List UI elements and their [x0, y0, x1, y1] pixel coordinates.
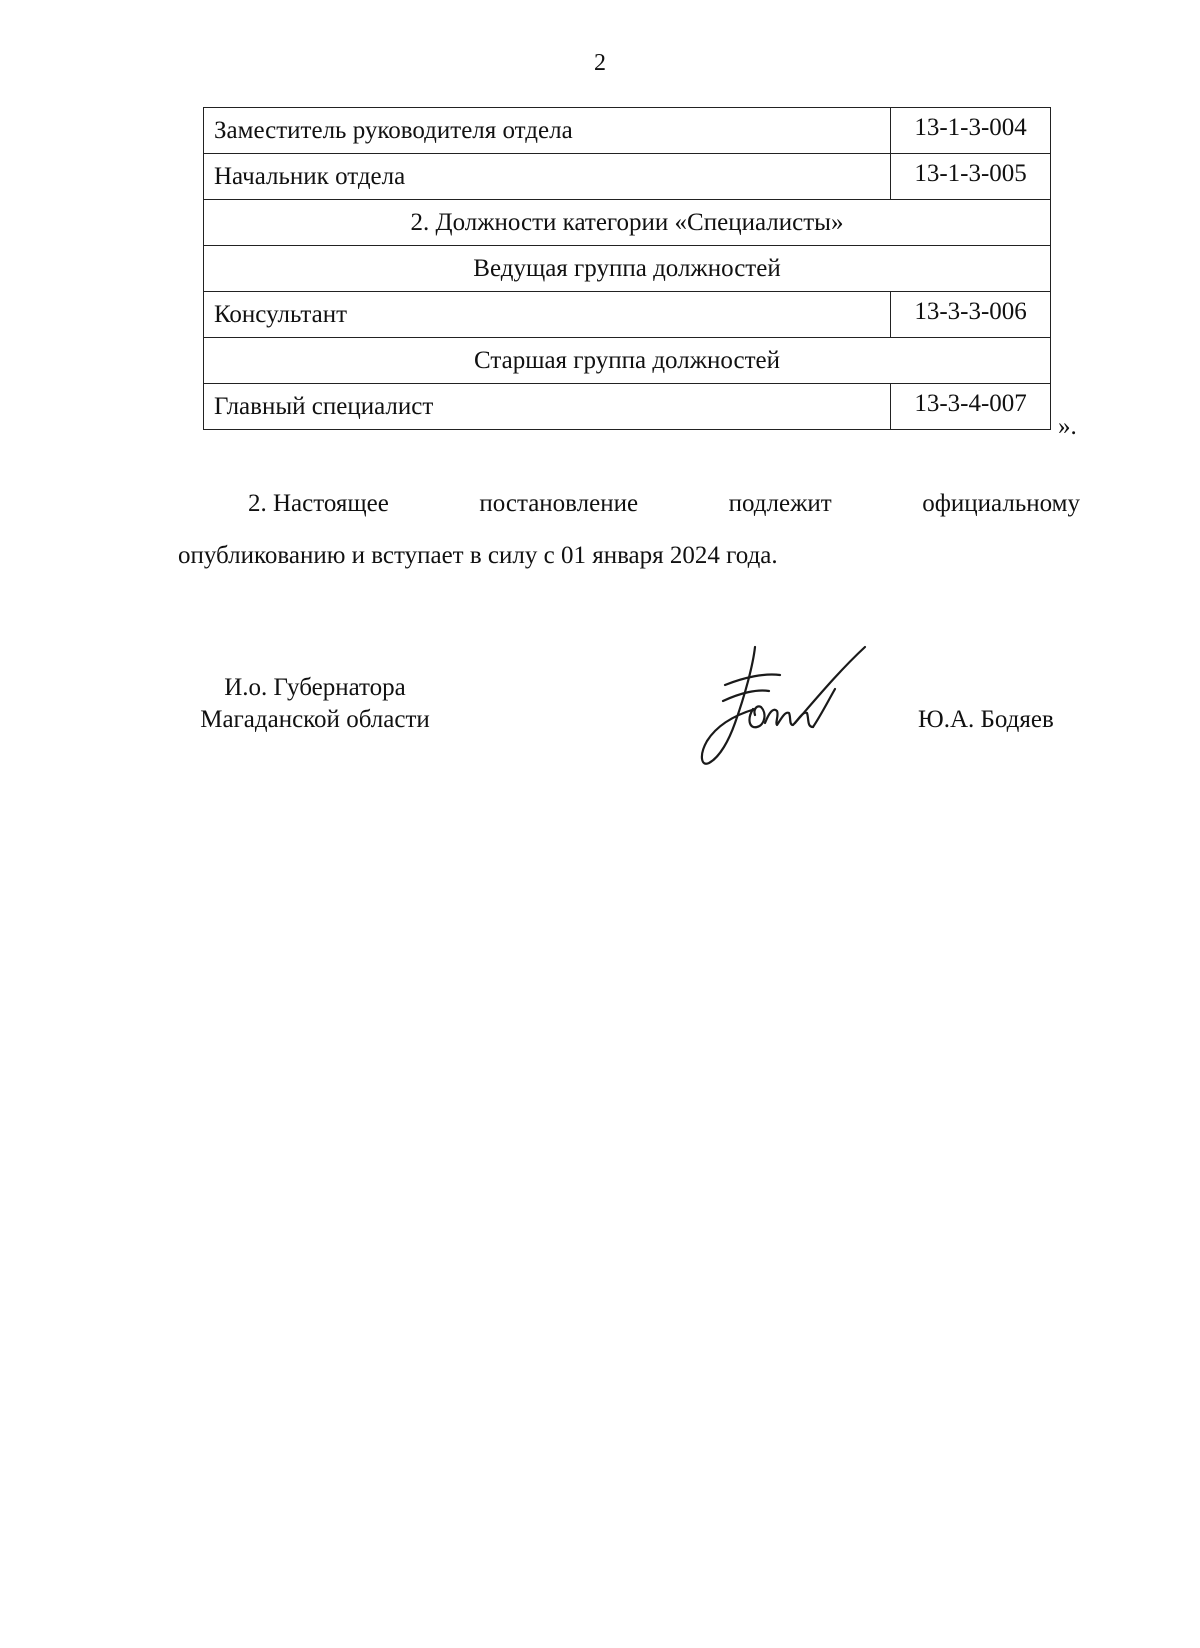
group-heading: Ведущая группа должностей	[204, 246, 1051, 292]
page-number: 2	[594, 50, 606, 76]
position-title: Консультант	[204, 292, 891, 338]
position-title: Начальник отдела	[204, 154, 891, 200]
closing-quote: ».	[1058, 413, 1077, 440]
signatory-title-line: Магаданской области	[200, 706, 430, 733]
positions-table	[203, 107, 1051, 430]
paragraph-word: официальному	[922, 490, 1080, 517]
table-row	[204, 292, 1051, 338]
table-section-row	[204, 200, 1051, 246]
table-row	[204, 154, 1051, 200]
position-code: 13-3-4-007	[891, 384, 1051, 430]
handwritten-signature	[695, 645, 875, 765]
signer-name: Ю.А. Бодяев	[918, 706, 1054, 733]
section-heading: 2. Должности категории «Специалисты»	[204, 200, 1051, 246]
paragraph-line: опубликованию и вступает в силу с 01 января 2024 года.	[178, 542, 778, 569]
table-row	[204, 384, 1051, 430]
table-section-row	[204, 246, 1051, 292]
group-heading: Старшая группа должностей	[204, 338, 1051, 384]
position-title: Главный специалист	[204, 384, 891, 430]
position-code: 13-1-3-005	[891, 154, 1051, 200]
position-code: 13-1-3-004	[891, 108, 1051, 154]
table-row	[204, 108, 1051, 154]
position-code: 13-3-3-006	[891, 292, 1051, 338]
paragraph-word: подлежит	[728, 490, 832, 517]
resolution-paragraph	[178, 478, 1080, 582]
paragraph-word: 2. Настоящее	[248, 490, 389, 517]
paragraph-word: постановление	[479, 490, 639, 517]
signatory-title-line: И.о. Губернатора	[224, 674, 406, 701]
paragraph-line	[178, 478, 1080, 530]
table-section-row	[204, 338, 1051, 384]
position-title: Заместитель руководителя отдела	[204, 108, 891, 154]
signatory-title	[180, 672, 450, 736]
